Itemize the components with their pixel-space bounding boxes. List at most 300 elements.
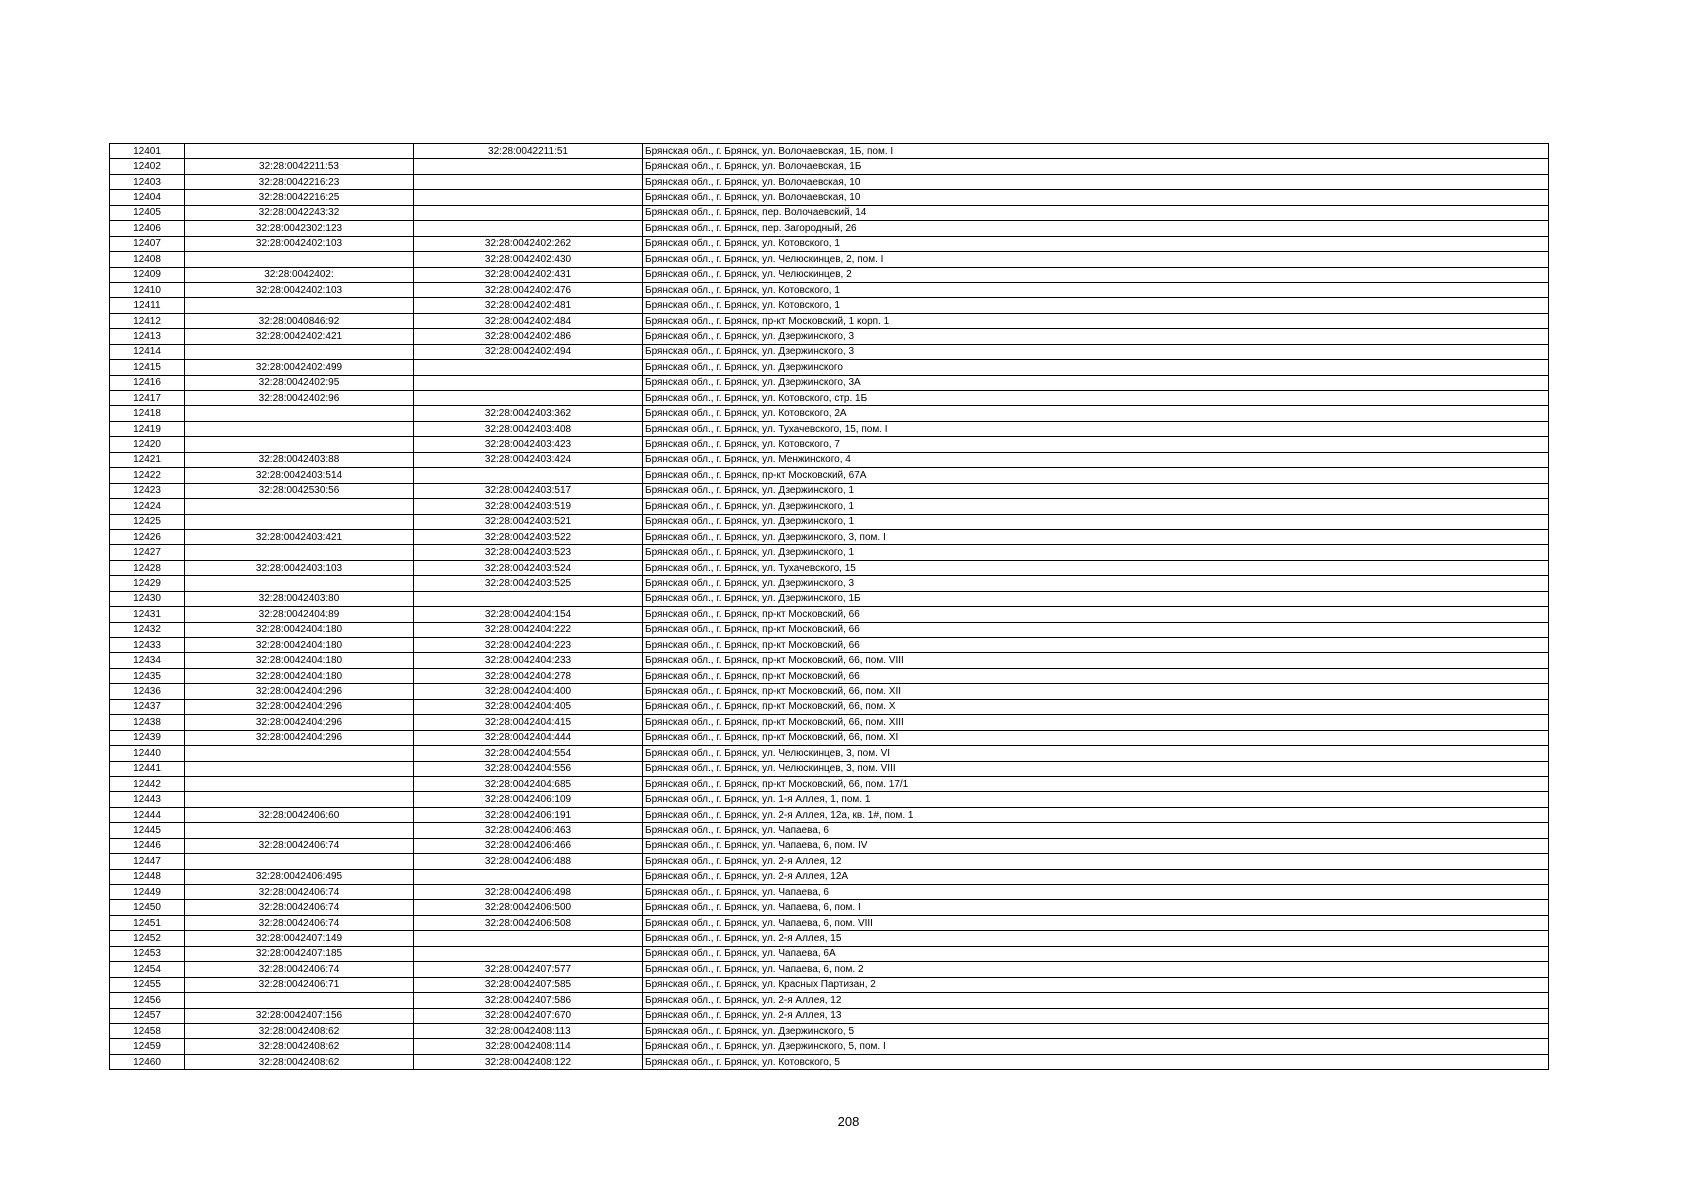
table-row — [110, 560, 1549, 575]
cadastral-number-cell — [185, 514, 414, 529]
premises-cadastral-number-cell: 32:28:0042211:51 — [414, 144, 643, 159]
row-number-cell: 12436 — [110, 684, 185, 699]
table-row — [110, 900, 1549, 915]
address-cell: Брянская обл., г. Брянск, ул. Чапаева, 6 — [643, 823, 1549, 838]
cadastral-number-cell: 32:28:0042402:95 — [185, 375, 414, 390]
cadastral-number-cell — [185, 761, 414, 776]
address-cell: Брянская обл., г. Брянск, ул. Чапаева, 6, пом. I — [643, 900, 1549, 915]
premises-cadastral-number-cell: 32:28:0042407:585 — [414, 977, 643, 992]
address-cell: Брянская обл., г. Брянск, ул. Менжинского, 4 — [643, 452, 1549, 467]
row-number-cell: 12455 — [110, 977, 185, 992]
address-cell: Брянская обл., г. Брянск, ул. Котовского, 5 — [643, 1054, 1549, 1069]
row-number-cell: 12401 — [110, 144, 185, 159]
table-row — [110, 468, 1549, 483]
table-row — [110, 375, 1549, 390]
table-row — [110, 807, 1549, 822]
table-row — [110, 190, 1549, 205]
table-row — [110, 1008, 1549, 1023]
table-row — [110, 329, 1549, 344]
address-cell: Брянская обл., г. Брянск, ул. Волочаевская, 10 — [643, 174, 1549, 189]
premises-cadastral-number-cell: 32:28:0042403:362 — [414, 406, 643, 421]
table-row — [110, 360, 1549, 375]
row-number-cell: 12445 — [110, 823, 185, 838]
premises-cadastral-number-cell: 32:28:0042402:431 — [414, 267, 643, 282]
address-cell: Брянская обл., г. Брянск, ул. Красных Партизан, 2 — [643, 977, 1549, 992]
row-number-cell: 12435 — [110, 668, 185, 683]
premises-cadastral-number-cell — [414, 174, 643, 189]
table-row — [110, 483, 1549, 498]
table-row — [110, 529, 1549, 544]
address-cell: Брянская обл., г. Брянск, пр-кт Московский, 66 — [643, 668, 1549, 683]
address-cell: Брянская обл., г. Брянск, ул. Дзержинского, 1 — [643, 514, 1549, 529]
cadastral-number-cell: 32:28:0042211:53 — [185, 159, 414, 174]
row-number-cell: 12448 — [110, 869, 185, 884]
cadastral-number-cell: 32:28:0042403:103 — [185, 560, 414, 575]
table-row — [110, 915, 1549, 930]
row-number-cell: 12437 — [110, 699, 185, 714]
address-cell: Брянская обл., г. Брянск, ул. Дзержинского, 1Б — [643, 591, 1549, 606]
address-cell: Брянская обл., г. Брянск, пр-кт Московский, 66, пом. XII — [643, 684, 1549, 699]
address-cell: Брянская обл., г. Брянск, ул. Чапаева, 6 — [643, 885, 1549, 900]
table-row — [110, 946, 1549, 961]
table-row — [110, 607, 1549, 622]
table-row — [110, 715, 1549, 730]
premises-cadastral-number-cell: 32:28:0042403:517 — [414, 483, 643, 498]
row-number-cell: 12414 — [110, 344, 185, 359]
premises-cadastral-number-cell: 32:28:0042408:114 — [414, 1039, 643, 1054]
address-cell: Брянская обл., г. Брянск, ул. Волочаевская, 1Б, пом. I — [643, 144, 1549, 159]
table-row — [110, 514, 1549, 529]
address-cell: Брянская обл., г. Брянск, ул. 1-я Аллея, 1, пом. 1 — [643, 792, 1549, 807]
row-number-cell: 12446 — [110, 838, 185, 853]
table-row — [110, 344, 1549, 359]
cadastral-number-cell — [185, 993, 414, 1008]
address-cell: Брянская обл., г. Брянск, ул. Чапаева, 6, пом. 2 — [643, 962, 1549, 977]
premises-cadastral-number-cell: 32:28:0042404:400 — [414, 684, 643, 699]
premises-cadastral-number-cell: 32:28:0042408:113 — [414, 1023, 643, 1038]
table-row — [110, 1023, 1549, 1038]
table-row — [110, 421, 1549, 436]
cadastral-number-cell — [185, 576, 414, 591]
address-cell: Брянская обл., г. Брянск, ул. Дзержинского, 3 — [643, 329, 1549, 344]
table-row — [110, 668, 1549, 683]
cadastral-number-cell: 32:28:0042406:74 — [185, 900, 414, 915]
table-row — [110, 406, 1549, 421]
address-cell: Брянская обл., г. Брянск, ул. Котовского, 7 — [643, 437, 1549, 452]
table-row — [110, 931, 1549, 946]
table-row — [110, 576, 1549, 591]
row-number-cell: 12451 — [110, 915, 185, 930]
row-number-cell: 12429 — [110, 576, 185, 591]
premises-cadastral-number-cell: 32:28:0042406:109 — [414, 792, 643, 807]
premises-cadastral-number-cell — [414, 869, 643, 884]
address-cell: Брянская обл., г. Брянск, ул. Дзержинского, 3, пом. I — [643, 529, 1549, 544]
address-cell: Брянская обл., г. Брянск, пр-кт Московский, 67А — [643, 468, 1549, 483]
cadastral-number-cell: 32:28:0042408:62 — [185, 1054, 414, 1069]
cadastral-number-cell: 32:28:0042406:74 — [185, 962, 414, 977]
address-cell: Брянская обл., г. Брянск, ул. Котовского, 1 — [643, 298, 1549, 313]
cadastral-number-cell: 32:28:0042404:180 — [185, 653, 414, 668]
premises-cadastral-number-cell: 32:28:0042403:524 — [414, 560, 643, 575]
cadastral-number-cell: 32:28:0042403:421 — [185, 529, 414, 544]
cadastral-number-cell: 32:28:0042402:96 — [185, 391, 414, 406]
row-number-cell: 12412 — [110, 313, 185, 328]
premises-cadastral-number-cell: 32:28:0042403:521 — [414, 514, 643, 529]
table-row — [110, 993, 1549, 1008]
table-row — [110, 144, 1549, 159]
row-number-cell: 12419 — [110, 421, 185, 436]
row-number-cell: 12444 — [110, 807, 185, 822]
premises-cadastral-number-cell: 32:28:0042404:233 — [414, 653, 643, 668]
row-number-cell: 12420 — [110, 437, 185, 452]
table-row — [110, 1039, 1549, 1054]
row-number-cell: 12454 — [110, 962, 185, 977]
cadastral-number-cell: 32:28:0042404:180 — [185, 638, 414, 653]
row-number-cell: 12415 — [110, 360, 185, 375]
cadastral-number-cell: 32:28:0042404:180 — [185, 668, 414, 683]
premises-cadastral-number-cell: 32:28:0042403:519 — [414, 499, 643, 514]
table-row — [110, 499, 1549, 514]
address-cell: Брянская обл., г. Брянск, ул. 2-я Аллея, 12 — [643, 993, 1549, 1008]
premises-cadastral-number-cell: 32:28:0042402:494 — [414, 344, 643, 359]
premises-cadastral-number-cell: 32:28:0042403:408 — [414, 421, 643, 436]
premises-cadastral-number-cell — [414, 946, 643, 961]
premises-cadastral-number-cell: 32:28:0042403:522 — [414, 529, 643, 544]
row-number-cell: 12417 — [110, 391, 185, 406]
row-number-cell: 12450 — [110, 900, 185, 915]
premises-cadastral-number-cell — [414, 375, 643, 390]
row-number-cell: 12405 — [110, 205, 185, 220]
table-row — [110, 205, 1549, 220]
cadastral-number-cell: 32:28:0042402:103 — [185, 236, 414, 251]
premises-cadastral-number-cell: 32:28:0042402:262 — [414, 236, 643, 251]
table-row — [110, 823, 1549, 838]
cadastral-number-cell: 32:28:0040846:92 — [185, 313, 414, 328]
address-cell: Брянская обл., г. Брянск, ул. Котовского, 1 — [643, 282, 1549, 297]
table-row — [110, 653, 1549, 668]
cadastral-number-cell — [185, 252, 414, 267]
row-number-cell: 12402 — [110, 159, 185, 174]
row-number-cell: 12425 — [110, 514, 185, 529]
table-row — [110, 838, 1549, 853]
address-cell: Брянская обл., г. Брянск, пр-кт Московский, 66 — [643, 607, 1549, 622]
cadastral-number-cell: 32:28:0042402:421 — [185, 329, 414, 344]
premises-cadastral-number-cell: 32:28:0042404:222 — [414, 622, 643, 637]
premises-cadastral-number-cell: 32:28:0042404:223 — [414, 638, 643, 653]
premises-cadastral-number-cell: 32:28:0042407:670 — [414, 1008, 643, 1023]
address-cell: Брянская обл., г. Брянск, пр-кт Московский, 66 — [643, 638, 1549, 653]
cadastral-number-cell: 32:28:0042406:495 — [185, 869, 414, 884]
cadastral-number-cell: 32:28:0042406:74 — [185, 885, 414, 900]
cadastral-number-cell — [185, 545, 414, 560]
table-row — [110, 267, 1549, 282]
row-number-cell: 12459 — [110, 1039, 185, 1054]
address-cell: Брянская обл., г. Брянск, пр-кт Московский, 66, пом. XIII — [643, 715, 1549, 730]
row-number-cell: 12457 — [110, 1008, 185, 1023]
address-cell: Брянская обл., г. Брянск, ул. Челюскинцев, 3, пом. VIII — [643, 761, 1549, 776]
cadastral-number-cell — [185, 406, 414, 421]
row-number-cell: 12452 — [110, 931, 185, 946]
table-row — [110, 684, 1549, 699]
cadastral-number-cell: 32:28:0042404:296 — [185, 684, 414, 699]
cadastral-number-cell: 32:28:0042402:499 — [185, 360, 414, 375]
cadastral-number-cell: 32:28:0042404:180 — [185, 622, 414, 637]
premises-cadastral-number-cell: 32:28:0042406:500 — [414, 900, 643, 915]
row-number-cell: 12411 — [110, 298, 185, 313]
table-row — [110, 298, 1549, 313]
table-row — [110, 962, 1549, 977]
cadastral-number-cell: 32:28:0042403:80 — [185, 591, 414, 606]
row-number-cell: 12413 — [110, 329, 185, 344]
address-cell: Брянская обл., г. Брянск, ул. Волочаевская, 1Б — [643, 159, 1549, 174]
cadastral-number-cell — [185, 792, 414, 807]
premises-cadastral-number-cell — [414, 205, 643, 220]
premises-cadastral-number-cell: 32:28:0042407:586 — [414, 993, 643, 1008]
address-cell: Брянская обл., г. Брянск, ул. 2-я Аллея, 13 — [643, 1008, 1549, 1023]
cadastral-number-cell: 32:28:0042408:62 — [185, 1039, 414, 1054]
row-number-cell: 12438 — [110, 715, 185, 730]
row-number-cell: 12426 — [110, 529, 185, 544]
premises-cadastral-number-cell — [414, 221, 643, 236]
cadastral-number-cell: 32:28:0042216:23 — [185, 174, 414, 189]
address-cell: Брянская обл., г. Брянск, ул. Волочаевская, 10 — [643, 190, 1549, 205]
table-row — [110, 221, 1549, 236]
cadastral-number-cell — [185, 823, 414, 838]
cadastral-number-cell: 32:28:0042404:296 — [185, 730, 414, 745]
premises-cadastral-number-cell: 32:28:0042407:577 — [414, 962, 643, 977]
premises-cadastral-number-cell: 32:28:0042406:508 — [414, 915, 643, 930]
table-row — [110, 776, 1549, 791]
table-row — [110, 282, 1549, 297]
address-cell: Брянская обл., г. Брянск, ул. 2-я Аллея, 12а, кв. 1#, пом. 1 — [643, 807, 1549, 822]
premises-cadastral-number-cell — [414, 159, 643, 174]
row-number-cell: 12424 — [110, 499, 185, 514]
premises-cadastral-number-cell: 32:28:0042404:554 — [414, 746, 643, 761]
table-row — [110, 792, 1549, 807]
address-cell: Брянская обл., г. Брянск, ул. Челюскинцев, 2, пом. I — [643, 252, 1549, 267]
address-cell: Брянская обл., г. Брянск, ул. Дзержинского, 3 — [643, 344, 1549, 359]
table-row — [110, 236, 1549, 251]
address-cell: Брянская обл., г. Брянск, ул. Чапаева, 6, пом. VIII — [643, 915, 1549, 930]
premises-cadastral-number-cell: 32:28:0042404:556 — [414, 761, 643, 776]
cadastral-number-cell — [185, 298, 414, 313]
cadastral-number-cell — [185, 499, 414, 514]
cadastral-number-cell: 32:28:0042407:149 — [185, 931, 414, 946]
row-number-cell: 12423 — [110, 483, 185, 498]
premises-cadastral-number-cell: 32:28:0042404:154 — [414, 607, 643, 622]
address-cell: Брянская обл., г. Брянск, ул. Дзержинского, 1 — [643, 499, 1549, 514]
table-row — [110, 252, 1549, 267]
premises-cadastral-number-cell: 32:28:0042403:523 — [414, 545, 643, 560]
row-number-cell: 12418 — [110, 406, 185, 421]
cadastral-number-cell: 32:28:0042404:89 — [185, 607, 414, 622]
cadastral-number-cell: 32:28:0042406:74 — [185, 838, 414, 853]
premises-cadastral-number-cell — [414, 468, 643, 483]
address-cell: Брянская обл., г. Брянск, ул. Дзержинского, 1 — [643, 483, 1549, 498]
premises-cadastral-number-cell: 32:28:0042404:278 — [414, 668, 643, 683]
premises-cadastral-number-cell — [414, 391, 643, 406]
cadastral-number-cell: 32:28:0042530:56 — [185, 483, 414, 498]
cadastral-number-cell: 32:28:0042403:88 — [185, 452, 414, 467]
premises-cadastral-number-cell: 32:28:0042404:415 — [414, 715, 643, 730]
cadastral-number-cell — [185, 776, 414, 791]
address-cell: Брянская обл., г. Брянск, ул. Челюскинцев, 2 — [643, 267, 1549, 282]
address-cell: Брянская обл., г. Брянск, ул. Котовского, 1 — [643, 236, 1549, 251]
address-cell: Брянская обл., г. Брянск, пер. Загородный, 26 — [643, 221, 1549, 236]
table-row — [110, 391, 1549, 406]
premises-cadastral-number-cell: 32:28:0042404:405 — [414, 699, 643, 714]
cadastral-number-cell: 32:28:0042407:185 — [185, 946, 414, 961]
row-number-cell: 12441 — [110, 761, 185, 776]
row-number-cell: 12442 — [110, 776, 185, 791]
premises-cadastral-number-cell: 32:28:0042406:463 — [414, 823, 643, 838]
address-cell: Брянская обл., г. Брянск, пр-кт Московский, 66, пом. X — [643, 699, 1549, 714]
cadastral-number-cell: 32:28:0042402:103 — [185, 282, 414, 297]
table-row — [110, 174, 1549, 189]
address-cell: Брянская обл., г. Брянск, пр-кт Московский, 66, пом. 17/1 — [643, 776, 1549, 791]
premises-cadastral-number-cell — [414, 190, 643, 205]
table-body — [110, 144, 1549, 1070]
address-cell: Брянская обл., г. Брянск, ул. Чапаева, 6, пом. IV — [643, 838, 1549, 853]
premises-cadastral-number-cell: 32:28:0042406:466 — [414, 838, 643, 853]
cadastral-number-cell — [185, 421, 414, 436]
address-cell: Брянская обл., г. Брянск, пр-кт Московский, 66, пом. VIII — [643, 653, 1549, 668]
table-row — [110, 885, 1549, 900]
row-number-cell: 12440 — [110, 746, 185, 761]
address-cell: Брянская обл., г. Брянск, ул. Дзержинского, 5 — [643, 1023, 1549, 1038]
table-row — [110, 869, 1549, 884]
row-number-cell: 12443 — [110, 792, 185, 807]
address-cell: Брянская обл., г. Брянск, ул. 2-я Аллея, 15 — [643, 931, 1549, 946]
row-number-cell: 12449 — [110, 885, 185, 900]
row-number-cell: 12458 — [110, 1023, 185, 1038]
row-number-cell: 12433 — [110, 638, 185, 653]
table-row — [110, 159, 1549, 174]
table-row — [110, 622, 1549, 637]
table-row — [110, 313, 1549, 328]
cadastral-number-cell — [185, 144, 414, 159]
address-cell: Брянская обл., г. Брянск, ул. Дзержинского, 3 — [643, 576, 1549, 591]
row-number-cell: 12409 — [110, 267, 185, 282]
cadastral-number-cell: 32:28:0042406:60 — [185, 807, 414, 822]
row-number-cell: 12404 — [110, 190, 185, 205]
cadastral-number-cell: 32:28:0042406:71 — [185, 977, 414, 992]
premises-cadastral-number-cell: 32:28:0042403:424 — [414, 452, 643, 467]
address-cell: Брянская обл., г. Брянск, пр-кт Московский, 66, пом. XI — [643, 730, 1549, 745]
cadastral-number-cell: 32:28:0042407:156 — [185, 1008, 414, 1023]
row-number-cell: 12431 — [110, 607, 185, 622]
cadastral-number-cell: 32:28:0042403:514 — [185, 468, 414, 483]
cadastral-number-cell: 32:28:0042404:296 — [185, 699, 414, 714]
row-number-cell: 12421 — [110, 452, 185, 467]
premises-cadastral-number-cell: 32:28:0042403:423 — [414, 437, 643, 452]
cadastral-number-cell — [185, 746, 414, 761]
table-row — [110, 977, 1549, 992]
address-cell: Брянская обл., г. Брянск, пр-кт Московский, 66 — [643, 622, 1549, 637]
premises-cadastral-number-cell: 32:28:0042402:430 — [414, 252, 643, 267]
table-row — [110, 545, 1549, 560]
address-cell: Брянская обл., г. Брянск, ул. 2-я Аллея, 12А — [643, 869, 1549, 884]
premises-cadastral-number-cell: 32:28:0042406:498 — [414, 885, 643, 900]
row-number-cell: 12434 — [110, 653, 185, 668]
address-cell: Брянская обл., г. Брянск, ул. Котовского, 2А — [643, 406, 1549, 421]
cadastral-number-cell: 32:28:0042216:25 — [185, 190, 414, 205]
row-number-cell: 12447 — [110, 854, 185, 869]
premises-cadastral-number-cell: 32:28:0042406:488 — [414, 854, 643, 869]
cadastral-number-cell: 32:28:0042243:32 — [185, 205, 414, 220]
cadastral-number-cell — [185, 854, 414, 869]
premises-cadastral-number-cell — [414, 360, 643, 375]
premises-cadastral-number-cell — [414, 931, 643, 946]
row-number-cell: 12456 — [110, 993, 185, 1008]
row-number-cell: 12408 — [110, 252, 185, 267]
cadastral-number-cell: 32:28:0042404:296 — [185, 715, 414, 730]
address-cell: Брянская обл., г. Брянск, ул. Дзержинского, 5, пом. I — [643, 1039, 1549, 1054]
row-number-cell: 12410 — [110, 282, 185, 297]
premises-cadastral-number-cell: 32:28:0042406:191 — [414, 807, 643, 822]
table-row — [110, 591, 1549, 606]
address-cell: Брянская обл., г. Брянск, ул. Дзержинского, 1 — [643, 545, 1549, 560]
cadastral-number-cell: 32:28:0042406:74 — [185, 915, 414, 930]
premises-cadastral-number-cell: 32:28:0042408:122 — [414, 1054, 643, 1069]
table-row — [110, 638, 1549, 653]
row-number-cell: 12439 — [110, 730, 185, 745]
table-row — [110, 452, 1549, 467]
row-number-cell: 12432 — [110, 622, 185, 637]
address-cell: Брянская обл., г. Брянск, ул. 2-я Аллея, 12 — [643, 854, 1549, 869]
cadastral-number-cell — [185, 344, 414, 359]
table-row — [110, 746, 1549, 761]
premises-cadastral-number-cell: 32:28:0042404:444 — [414, 730, 643, 745]
premises-cadastral-number-cell: 32:28:0042402:486 — [414, 329, 643, 344]
premises-cadastral-number-cell: 32:28:0042402:484 — [414, 313, 643, 328]
address-cell: Брянская обл., г. Брянск, пр-кт Московский, 1 корп. 1 — [643, 313, 1549, 328]
row-number-cell: 12453 — [110, 946, 185, 961]
table-row — [110, 730, 1549, 745]
table-row — [110, 854, 1549, 869]
premises-cadastral-number-cell — [414, 591, 643, 606]
cadastral-number-cell: 32:28:0042402: — [185, 267, 414, 282]
address-cell: Брянская обл., г. Брянск, ул. Дзержинского, 3А — [643, 375, 1549, 390]
cadastral-number-cell: 32:28:0042302:123 — [185, 221, 414, 236]
table-row — [110, 761, 1549, 776]
row-number-cell: 12427 — [110, 545, 185, 560]
row-number-cell: 12430 — [110, 591, 185, 606]
table-row — [110, 699, 1549, 714]
row-number-cell: 12403 — [110, 174, 185, 189]
cadastral-number-cell: 32:28:0042408:62 — [185, 1023, 414, 1038]
premises-cadastral-number-cell: 32:28:0042403:525 — [414, 576, 643, 591]
row-number-cell: 12422 — [110, 468, 185, 483]
row-number-cell: 12460 — [110, 1054, 185, 1069]
registry-table — [109, 143, 1549, 1070]
row-number-cell: 12406 — [110, 221, 185, 236]
premises-cadastral-number-cell: 32:28:0042404:685 — [414, 776, 643, 791]
table-row — [110, 1054, 1549, 1069]
cadastral-number-cell — [185, 437, 414, 452]
row-number-cell: 12407 — [110, 236, 185, 251]
address-cell: Брянская обл., г. Брянск, ул. Чапаева, 6А — [643, 946, 1549, 961]
address-cell: Брянская обл., г. Брянск, ул. Челюскинцев, 3, пом. VI — [643, 746, 1549, 761]
address-cell: Брянская обл., г. Брянск, ул. Дзержинского — [643, 360, 1549, 375]
row-number-cell: 12416 — [110, 375, 185, 390]
address-cell: Брянская обл., г. Брянск, ул. Котовского, стр. 1Б — [643, 391, 1549, 406]
address-cell: Брянская обл., г. Брянск, пер. Волочаевский, 14 — [643, 205, 1549, 220]
address-cell: Брянская обл., г. Брянск, ул. Тухачевского, 15 — [643, 560, 1549, 575]
premises-cadastral-number-cell: 32:28:0042402:476 — [414, 282, 643, 297]
premises-cadastral-number-cell: 32:28:0042402:481 — [414, 298, 643, 313]
table-row — [110, 437, 1549, 452]
